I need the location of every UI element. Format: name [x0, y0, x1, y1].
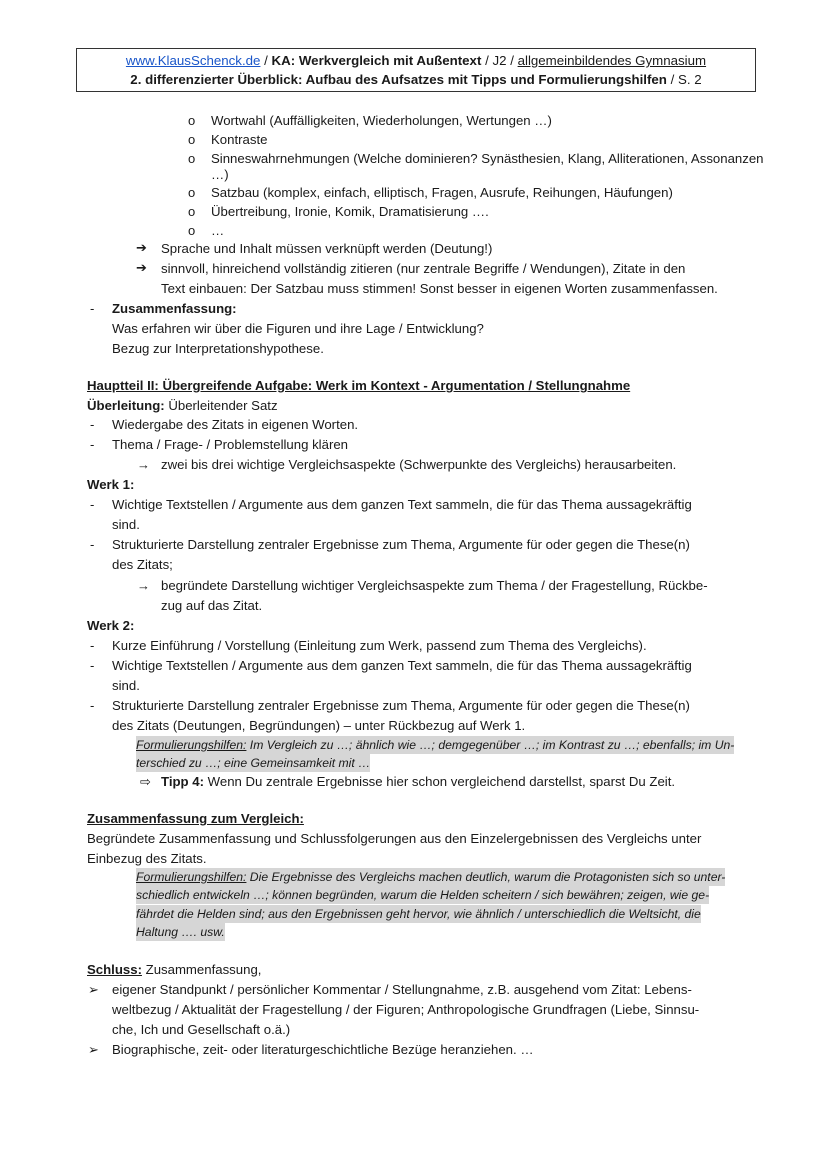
zusammenfassung-heading: Zusammenfassung:: [112, 301, 237, 316]
hollow-arrow-icon: ⇨: [140, 774, 151, 789]
list-item: Übertreibung, Ironie, Komik, Dramatisierung ….: [211, 204, 489, 219]
list-item-continuation: che, Ich und Gesellschaft o.ä.): [112, 1022, 291, 1037]
dash-bullet: -: [90, 658, 95, 673]
triangle-bullet-icon: ➢: [88, 982, 99, 997]
arrow-point: zwei bis drei wichtige Vergleichsaspekte (Schwerpunkte des Vergleichs) herausarbeiten.: [161, 457, 677, 472]
circle-bullet-icon: o: [188, 223, 196, 238]
page-number: / S. 2: [666, 72, 702, 87]
list-item: Sinneswahrnehmungen (Welche dominieren? Synästhesien, Klang, Alliterationen, Assonanzen: [211, 151, 764, 166]
arrow-point: Sprache und Inhalt müssen verknüpft werden (Deutung!): [161, 241, 493, 256]
arrow-right-icon: →: [137, 578, 150, 593]
list-item-continuation: weltbezug / Aktualität der Fragestellung / der Figuren; Anthropologische Grundfragen (Liebe, Sinnsu-: [112, 1002, 700, 1017]
exam-title: KA: Werkvergleich mit Außentext: [271, 53, 482, 68]
dash-bullet: -: [90, 497, 95, 512]
arrow-right-icon: ➔: [136, 260, 147, 275]
ueberleitung-line: Überleitung: Überleitender Satz: [87, 398, 278, 413]
circle-bullet-icon: o: [188, 151, 196, 166]
formulierungshilfen-box: Formulierungshilfen: Die Ergebnisse des Vergleichs machen deutlich, warum die Protagonisten sich so unter-: [136, 870, 726, 884]
list-item: Thema / Frage- / Problemstellung klären: [112, 437, 349, 452]
circle-bullet-icon: o: [188, 204, 196, 219]
formulierungshilfen-continuation: fährdet die Helden sind; aus den Ergebnissen geht hervor, wie ähnlich / unterschiedlich die Weltsicht, die: [136, 907, 701, 921]
school-type: allgemeinbildendes Gymnasium: [517, 53, 707, 68]
page-header: [76, 48, 756, 92]
dash-bullet: -: [90, 417, 95, 432]
list-item: Wortwahl (Auffälligkeiten, Wiederholungen, Wertungen …): [211, 113, 552, 128]
arrow-point-continuation: Text einbauen: Der Satzbau muss stimmen! Sonst besser in eigenen Worten zusammenfassen.: [161, 281, 718, 296]
list-item-continuation: sind.: [112, 517, 140, 532]
triangle-bullet-icon: ➢: [88, 1042, 99, 1057]
formulierungshilfen-continuation: terschied zu …; eine Gemeinsamkeit mit …: [136, 756, 371, 770]
formulierungshilfen-box: Formulierungshilfen: Im Vergleich zu …; ähnlich wie …; demgegenüber …; im Kontrast zu …; ebenfalls; im Un-: [136, 738, 735, 752]
list-item: eigener Standpunkt / persönlicher Kommentar / Stellungnahme, z.B. ausgehend vom Zitat: Lebens-: [112, 982, 692, 997]
text-line: Begründete Zusammenfassung und Schlussfolgerungen aus den Einzelergebnissen des Vergleichs unter: [87, 831, 702, 846]
list-item-continuation: des Zitats (Deutungen, Begründungen) – unter Rückbezug auf Werk 1.: [112, 718, 526, 733]
text-line: Was erfahren wir über die Figuren und ihre Lage / Entwicklung?: [112, 321, 484, 336]
text-line: Einbezug des Zitats.: [87, 851, 207, 866]
section-title: 2. differenzierter Überblick: Aufbau des Aufsatzes mit Tipps und Formulierungshilfen: [130, 72, 667, 87]
list-item: Strukturierte Darstellung zentraler Ergebnisse zum Thema, Argumente für oder gegen die These(n): [112, 537, 690, 552]
arrow-right-icon: →: [137, 457, 150, 472]
schluss-heading: Schluss: Zusammenfassung,: [87, 962, 262, 977]
dash-bullet: -: [90, 537, 95, 552]
list-item: Biographische, zeit- oder literaturgeschichtliche Bezüge heranziehen. …: [112, 1042, 534, 1057]
dash-bullet: -: [90, 698, 95, 713]
arrow-point: sinnvoll, hinreichend vollständig zitieren (nur zentrale Begriffe / Wendungen), Zitate in den: [161, 261, 686, 276]
vergleich-heading: Zusammenfassung zum Vergleich:: [87, 811, 304, 826]
list-item-continuation: …): [211, 167, 229, 182]
dash-bullet: -: [90, 301, 95, 316]
dash-bullet: -: [90, 638, 95, 653]
tipp-line: Tipp 4: Wenn Du zentrale Ergebnisse hier schon vergleichend darstellst, sparst Du Zeit.: [161, 774, 676, 789]
arrow-point: begründete Darstellung wichtiger Vergleichsaspekte zum Thema / der Fragestellung, Rückbe-: [161, 578, 708, 593]
header-line-1: www.KlausSchenck.de / KA: Werkvergleich mit Außentext / J2 / allgemeinbildendes Gymnasium: [125, 53, 707, 68]
list-item-continuation: sind.: [112, 678, 140, 693]
list-item: Wiedergabe des Zitats in eigenen Worten.: [112, 417, 359, 432]
formulierungshilfen-continuation: Haltung …. usw.: [136, 925, 225, 939]
list-item: Strukturierte Darstellung zentraler Ergebnisse zum Thema, Argumente für oder gegen die These(n): [112, 698, 690, 713]
list-item: Wichtige Textstellen / Argumente aus dem ganzen Text sammeln, die für das Thema aussagekräftig: [112, 658, 692, 673]
header-line-2: [77, 70, 755, 89]
circle-bullet-icon: o: [188, 185, 196, 200]
arrow-right-icon: ➔: [136, 240, 147, 255]
list-item: Kontraste: [211, 132, 268, 147]
werk1-heading: Werk 1:: [87, 477, 135, 492]
formulierungshilfen-continuation: schiedlich entwickeln …; können begründen, warum die Helden scheitern / sich bewähren; zeigen, wie ge-: [136, 888, 710, 902]
dash-bullet: -: [90, 437, 95, 452]
site-link[interactable]: www.KlausSchenck.de: [125, 53, 261, 68]
text-line: Bezug zur Interpretationshypothese.: [112, 341, 324, 356]
list-item: Kurze Einführung / Vorstellung (Einleitung zum Werk, passend zum Thema des Vergleichs).: [112, 638, 647, 653]
list-item: Satzbau (komplex, einfach, elliptisch, Fragen, Ausrufe, Reihungen, Häufungen): [211, 185, 673, 200]
hauptteil-heading: Hauptteil II: Übergreifende Aufgabe: Werk im Kontext - Argumentation / Stellungnahme: [87, 378, 631, 393]
list-item: Wichtige Textstellen / Argumente aus dem ganzen Text sammeln, die für das Thema aussagekräftig: [112, 497, 692, 512]
circle-bullet-icon: o: [188, 132, 196, 147]
circle-bullet-icon: o: [188, 113, 196, 128]
arrow-point-continuation: zug auf das Zitat.: [161, 598, 263, 613]
list-item: …: [211, 223, 225, 238]
list-item-continuation: des Zitats;: [112, 557, 173, 572]
werk2-heading: Werk 2:: [87, 618, 135, 633]
